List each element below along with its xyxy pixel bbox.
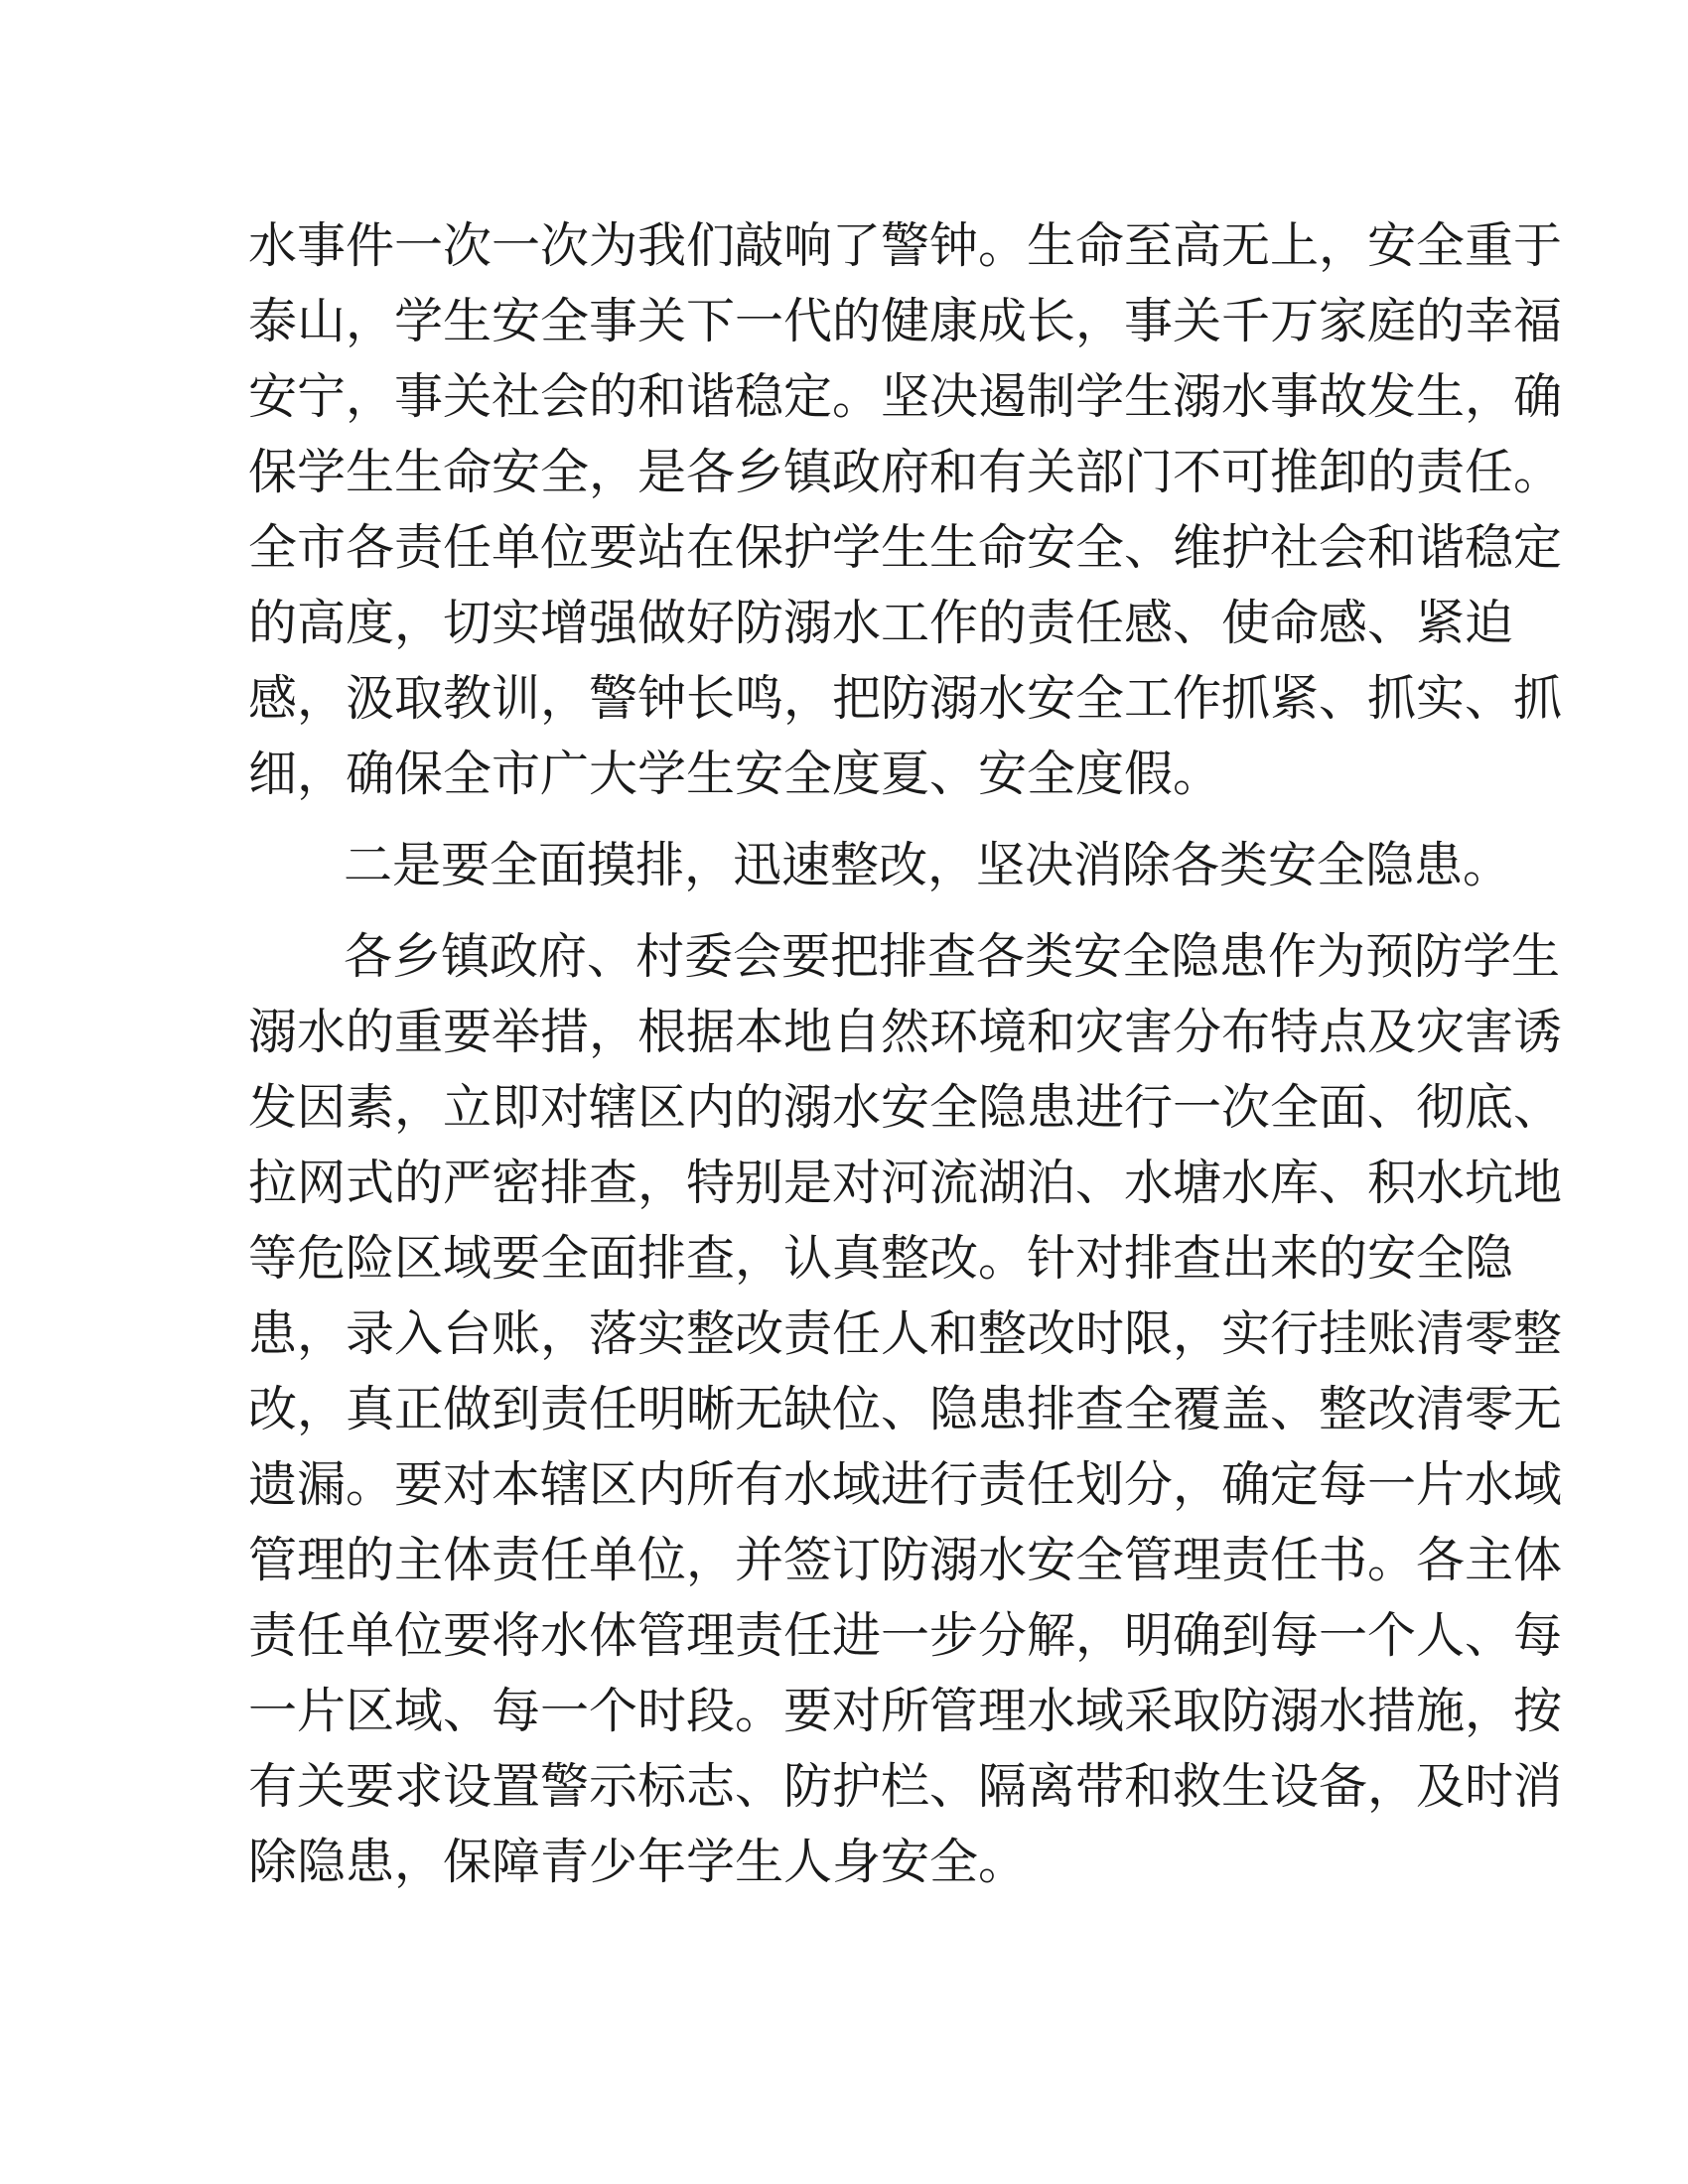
document-body [248,208,1563,1900]
text-line: 患，录入台账，落实整改责任人和整改时限，实行挂账清零整 [248,1305,1563,1362]
paragraph-3 [248,919,1563,1900]
text-line: 责任单位要将水体管理责任进一步分解，明确到每一个人、每 [248,1607,1563,1664]
text-line: 感，汲取教训，警钟长鸣，把防溺水安全工作抓紧、抓实、抓 [248,670,1563,727]
text-line: 水事件一次一次为我们敲响了警钟。生命至高无上，安全重于 [248,217,1563,274]
paragraph-1 [248,208,1563,812]
text-line: 一片区域、每一个时段。要对所管理水域采取防溺水措施，按 [248,1683,1563,1739]
paragraph-spacer [248,812,1440,828]
text-line: 遗漏。要对本辖区内所有水域进行责任划分，确定每一片水域 [248,1456,1563,1513]
paragraph-spacer [248,903,1440,919]
text-line: 安宁，事关社会的和谐稳定。坚决遏制学生溺水事故发生，确 [248,368,1563,425]
text-line: 各乡镇政府、村委会要把排查各类安全隐患作为预防学生 [344,928,1561,985]
section-heading-2 [248,828,1512,903]
text-line: 细，确保全市广大学生安全度夏、安全度假。 [248,746,1222,802]
text-line: 有关要求设置警示标志、防护栏、隔离带和救生设备，及时消 [248,1758,1563,1815]
text-line: 保学生生命安全，是各乡镇政府和有关部门不可推卸的责任。 [248,444,1563,500]
section-heading-text: 二是要全面摸排，迅速整改，坚决消除各类安全隐患。 [344,837,1512,893]
text-line: 拉网式的严密排查，特别是对河流湖泊、水塘水库、积水坑地 [248,1155,1563,1211]
text-line: 的高度，切实增强做好防溺水工作的责任感、使命感、紧迫 [248,595,1514,651]
text-line: 泰山，学生安全事关下一代的健康成长，事关千万家庭的幸福 [248,293,1563,349]
text-line: 发因素，立即对辖区内的溺水安全隐患进行一次全面、彻底、 [248,1079,1563,1136]
text-line: 等危险区域要全面排查，认真整改。针对排查出来的安全隐 [248,1230,1514,1287]
text-line: 溺水的重要举措，根据本地自然环境和灾害分布特点及灾害诱 [248,1004,1563,1060]
text-line: 除隐患，保障青少年学生人身安全。 [248,1834,1028,1890]
text-line: 改，真正做到责任明晰无缺位、隐患排查全覆盖、整改清零无 [248,1381,1563,1437]
text-line: 管理的主体责任单位，并签订防溺水安全管理责任书。各主体 [248,1532,1563,1588]
text-line: 全市各责任单位要站在保护学生生命安全、维护社会和谐稳定 [248,519,1563,576]
